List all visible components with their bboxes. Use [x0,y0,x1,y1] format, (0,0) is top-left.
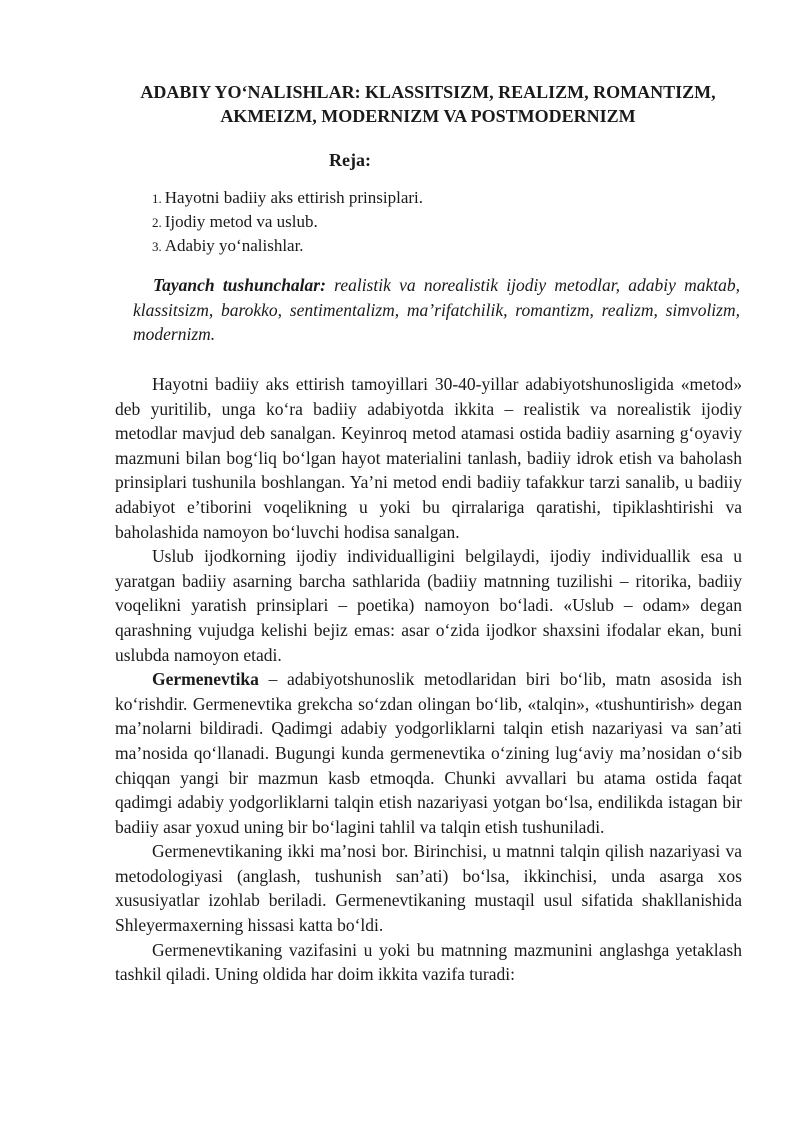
paragraph [115,938,742,987]
paragraph [115,372,742,544]
body-text [115,372,742,987]
paragraph-text: Hayotni badiiy aks ettirish tamoyillari 30-40-yillar adabiyotshunosligida «metod» deb yuritilib, unga ko‘ra badiiy adabiyotda ikkita – realistik va norealistik ijodiy metodlar mavjud deb sanalgan. Keyinroq metod atamasi ostida badiiy asarning g‘oyaviy mazmuni bilan bog‘liq bo‘lgan hayot materialini tanlash, badiiy idrok etish va baholash prinsiplari tushunila boshlangan. Ya’ni metod endi badiiy tafakkur tarzi sanalib, u badiiy adabiyot e’tiborini voqelikning u yoki bu qirralariga qaratishi, tipiklashtirishi va baholashida namoyon bo‘luvchi hodisa sanalgan. [115,374,742,542]
key-concepts-text: realistik va norealistik ijodiy metodlar, adabiy maktab, klassitsizm, barokko, sentimentalizm, ma’rifatchilik, romantizm, realizm, simvolizm, modernizm. [133,275,740,344]
paragraph-text: – adabiyotshunoslik metodlaridan biri bo‘lib, matn asosida ish ko‘rishdir. Germenevtika grekcha so‘zdan olingan bo‘lib, «talqin», «tushuntirish» degan ma’nolarni bildiradi. Qadimgi adabiy yodgorliklarni talqin etish nazariyasi va san’ati ma’nosida qo‘llanadi. Bugungi kunda germenevtika o‘zining lug‘aviy ma’nosidan o‘sib chiqqan yangi bir mazmun kasb etmoqda. Chunki avvallari bu atama ostida faqat qadimgi adabiy yodgorliklarni talqin etish nazariyasi yotgan bo‘lsa, endilikda istagan bir badiiy asar yoxud uning bir bo‘lagini tahlil va talqin etish tushuniladi. [115,669,742,837]
paragraph [115,544,742,667]
plan-item [152,234,423,258]
paragraph-text: Germenevtikaning vazifasini u yoki bu matnning mazmunini anglashga yetaklash tashkil qiladi. Uning oldida har doim ikkita vazifa turadi: [115,939,742,985]
document-title: ADABIY YO‘NALISHLAR: KLASSITSIZM, REALIZM, ROMANTIZM, AKMEIZM, MODERNIZM VA POSTMODERNIZM [140,82,716,126]
paragraph-text: Germenevtikaning ikki ma’nosi bor. Birinchisi, u matnni talqin qilish nazariyasi va metodologiyasi (anglash, tushunish san’ati) bo‘lsa, ikkinchisi, unda asarga xos xususiyatlar izohlab beriladi. Germenevtikaning mustaqil usul sifatida shakllanishida Shleyermaxerning hissasi katta bo‘ldi. [115,841,742,936]
paragraph [115,667,742,839]
plan-item-text: Ijodiy metod va uslub. [164,212,318,231]
plan-item-number: 2. [152,215,162,230]
paragraph-text: Uslub ijodkorning ijodiy individualligini belgilaydi, ijodiy individuallik esa u yaratgan badiiy asarning barcha sathlarida (badiiy matnning tuzilishi – ritorika, badiiy voqelikni yaratish prinsiplari – poetika) namoyon bo‘ladi. «Uslub – odam» degan qarashning vujudga kelishi bejiz emas: asar o‘zida ijodkor shaxsini ifodalar ekan, buni uslubda namoyon etadi. [115,546,742,665]
plan-item-text: Adabiy yo‘nalishlar. [164,236,304,255]
plan-heading: Reja: [329,150,371,170]
paragraph [115,839,742,937]
key-concepts [133,273,740,347]
plan-list [152,186,423,258]
plan-item-text: Hayotni badiiy aks ettirish prinsiplari. [164,188,424,207]
term-germenevtika: Germenevtika [152,669,259,690]
plan-item-number: 1. [152,191,162,206]
plan-item-number: 3. [152,239,162,254]
plan-item [152,186,423,210]
key-concepts-label: Tayanch tushunchalar: [153,275,326,295]
plan-item [152,210,423,234]
